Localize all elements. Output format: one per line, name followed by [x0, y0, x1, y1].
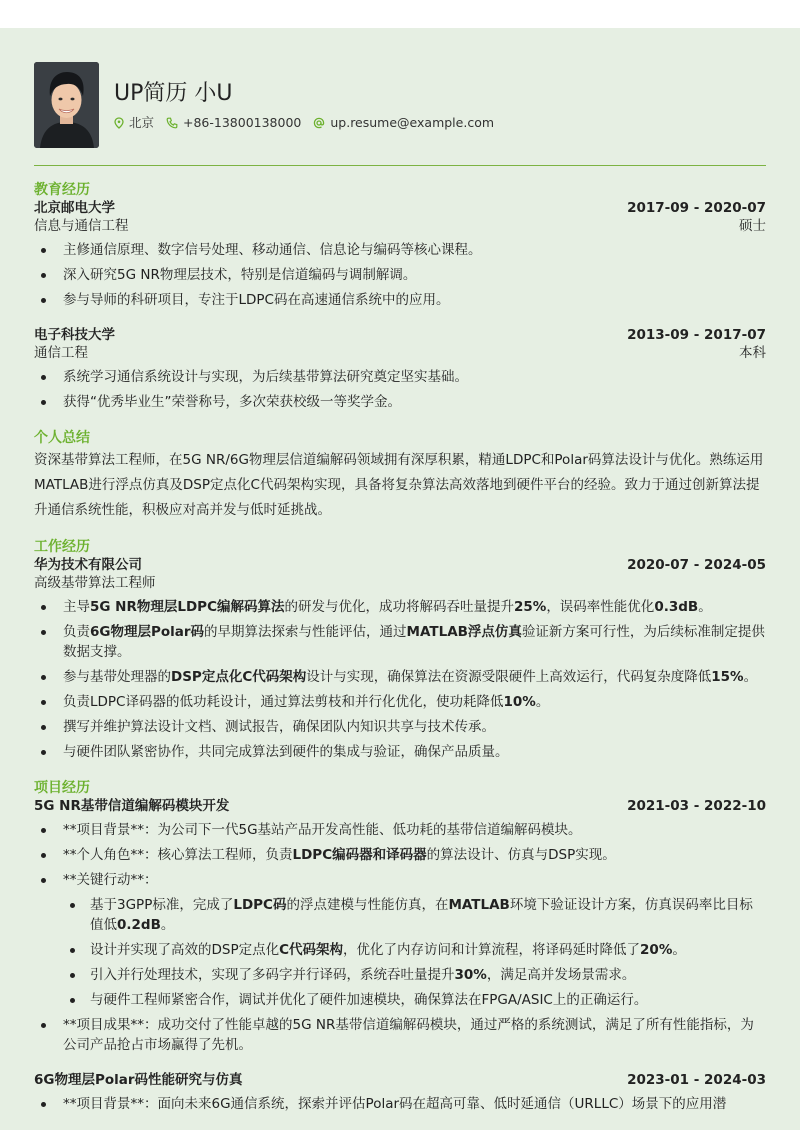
header-divider [34, 165, 766, 166]
company-name: 华为技术有限公司 [34, 557, 142, 573]
section-title-work: 工作经历 [34, 539, 90, 555]
resume-header [34, 28, 766, 166]
location-pin-icon [114, 117, 124, 129]
list-item: 基于3GPP标准，完成了LDPC码的浮点建模与性能仿真，在MATLAB环境下验证设计方案，仿真误码率比目标值低0.2dB。 [63, 895, 766, 935]
degree: 硕士 [739, 218, 766, 234]
list-item: 与硬件团队紧密协作，共同完成算法到硬件的集成与验证，确保产品质量。 [34, 742, 766, 762]
resume-content [34, 28, 766, 1114]
list-item: **项目背景**：面向未来6G通信系统，探索并评估Polar码在超高可靠、低时延通信（URLLC）场景下的应用潜 [34, 1094, 766, 1114]
list-item: **关键行动**： 基于3GPP标准，完成了LDPC码的浮点建模与性能仿真，在MATLAB环境下验证设计方案，仿真误码率比目标值低0.2dB。 设计并实现了高效的DSP定点化C代码架构，优化了内存访问和计算流程，将译码延时降低了20%。 引入并行处理技术，实现了多码字并行译码，系统吞吐量提升30%，满足高并发场景需求。 与硬件工程师紧密合作，调试并优化了硬件加速模块，确保算法在FPGA/ASIC上的正确运行。 [34, 870, 766, 1010]
list-item: 负责6G物理层Polar码的早期算法探索与性能评估，通过MATLAB浮点仿真验证新方案可行性，为后续标准制定提供数据支撑。 [34, 622, 766, 662]
list-item: 主修通信原理、数字信号处理、移动通信、信息论与编码等核心课程。 [34, 240, 766, 260]
project-dates: 2021-03 - 2022-10 [627, 798, 766, 814]
list-item: 引入并行处理技术，实现了多码字并行译码，系统吞吐量提升30%，满足高并发场景需求。 [63, 965, 766, 985]
project-entry [34, 1071, 766, 1114]
avatar-photo-icon [34, 62, 99, 148]
project-dates: 2023-01 - 2024-03 [627, 1072, 766, 1088]
project-bullets [34, 820, 766, 1055]
education-entry [34, 326, 766, 412]
list-item: 撰写并维护算法设计文档、测试报告，确保团队内知识共享与技术传承。 [34, 717, 766, 737]
section-title-summary: 个人总结 [34, 430, 90, 446]
key-actions-list [63, 895, 766, 1010]
education-dates: 2013-09 - 2017-07 [627, 327, 766, 343]
list-item: **个人角色**：核心算法工程师，负责LDPC编码器和译码器的算法设计、仿真与DSP实现。 [34, 845, 766, 865]
project-name: 5G NR基带信道编解码模块开发 [34, 798, 230, 814]
list-item: 参与基带处理器的DSP定点化C代码架构设计与实现，确保算法在资源受限硬件上高效运行，代码复杂度降低15%。 [34, 667, 766, 687]
contact-info [114, 114, 502, 134]
work-bullets [34, 597, 766, 762]
project-name: 6G物理层Polar码性能研究与仿真 [34, 1072, 243, 1088]
list-item: **项目成果**：成功交付了性能卓越的5G NR基带信道编解码模块，通过严格的系统测试，满足了所有性能指标，为公司产品抢占市场赢得了先机。 [34, 1015, 766, 1055]
education-bullets [34, 367, 766, 412]
list-item: 获得“优秀毕业生”荣誉称号，多次荣获校级一等奖学金。 [34, 392, 766, 412]
list-item: 与硬件工程师紧密合作，调试并优化了硬件加速模块，确保算法在FPGA/ASIC上的正确运行。 [63, 990, 766, 1010]
education-bullets [34, 240, 766, 310]
summary-section [34, 429, 766, 523]
education-dates: 2017-09 - 2020-07 [627, 200, 766, 216]
projects-section [34, 779, 766, 1114]
degree: 本科 [739, 345, 766, 361]
list-item: 负责LDPC译码器的低功耗设计，通过算法剪枝和并行化优化，使功耗降低10%。 [34, 692, 766, 712]
work-section [34, 538, 766, 762]
school-name: 电子科技大学 [34, 327, 115, 343]
section-title-education: 教育经历 [34, 182, 90, 198]
contact-email[interactable] [313, 114, 494, 132]
major: 信息与通信工程 [34, 218, 129, 234]
phone-text: +86-13800138000 [183, 115, 302, 130]
job-title: 高级基带算法工程师 [34, 575, 156, 591]
list-item: 主导5G NR物理层LDPC编解码算法的研发与优化，成功将解码吞吐量提升25%，误码率性能优化0.3dB。 [34, 597, 766, 617]
major: 通信工程 [34, 345, 88, 361]
location-text: 北京 [129, 115, 155, 130]
section-title-projects: 项目经历 [34, 780, 90, 796]
work-dates: 2020-07 - 2024-05 [627, 557, 766, 573]
list-item: 系统学习通信系统设计与实现，为后续基带算法研究奠定坚实基础。 [34, 367, 766, 387]
contact-phone [166, 114, 301, 132]
list-item: **项目背景**：为公司下一代5G基站产品开发高性能、低功耗的基带信道编解码模块。 [34, 820, 766, 840]
project-bullets [34, 1094, 766, 1114]
at-sign-icon [313, 117, 325, 129]
avatar [34, 62, 99, 148]
education-section [34, 181, 766, 412]
list-item: 参与导师的科研项目，专注于LDPC码在高速通信系统中的应用。 [34, 290, 766, 310]
list-item: 深入研究5G NR物理层技术，特别是信道编码与调制解调。 [34, 265, 766, 285]
contact-location [114, 114, 154, 132]
candidate-name: UP简历 小U [114, 81, 233, 106]
email-text[interactable]: up.resume@example.com [330, 115, 495, 130]
resume-page [0, 28, 800, 1130]
list-item: 设计并实现了高效的DSP定点化C代码架构，优化了内存访问和计算流程，将译码延时降低了20%。 [63, 940, 766, 960]
phone-icon [166, 117, 178, 129]
school-name: 北京邮电大学 [34, 200, 115, 216]
summary-text: 资深基带算法工程师，在5G NR/6G物理层信道编解码领域拥有深厚积累，精通LDPC和Polar码算法设计与优化。熟练运用MATLAB进行浮点仿真及DSP定点化C代码架构实现，具备将复杂算法高效落地到硬件平台的经验。致力于通过创新算法提升通信系统性能，积极应对高并发与低时延挑战。 [34, 452, 764, 518]
education-entry [34, 199, 766, 310]
